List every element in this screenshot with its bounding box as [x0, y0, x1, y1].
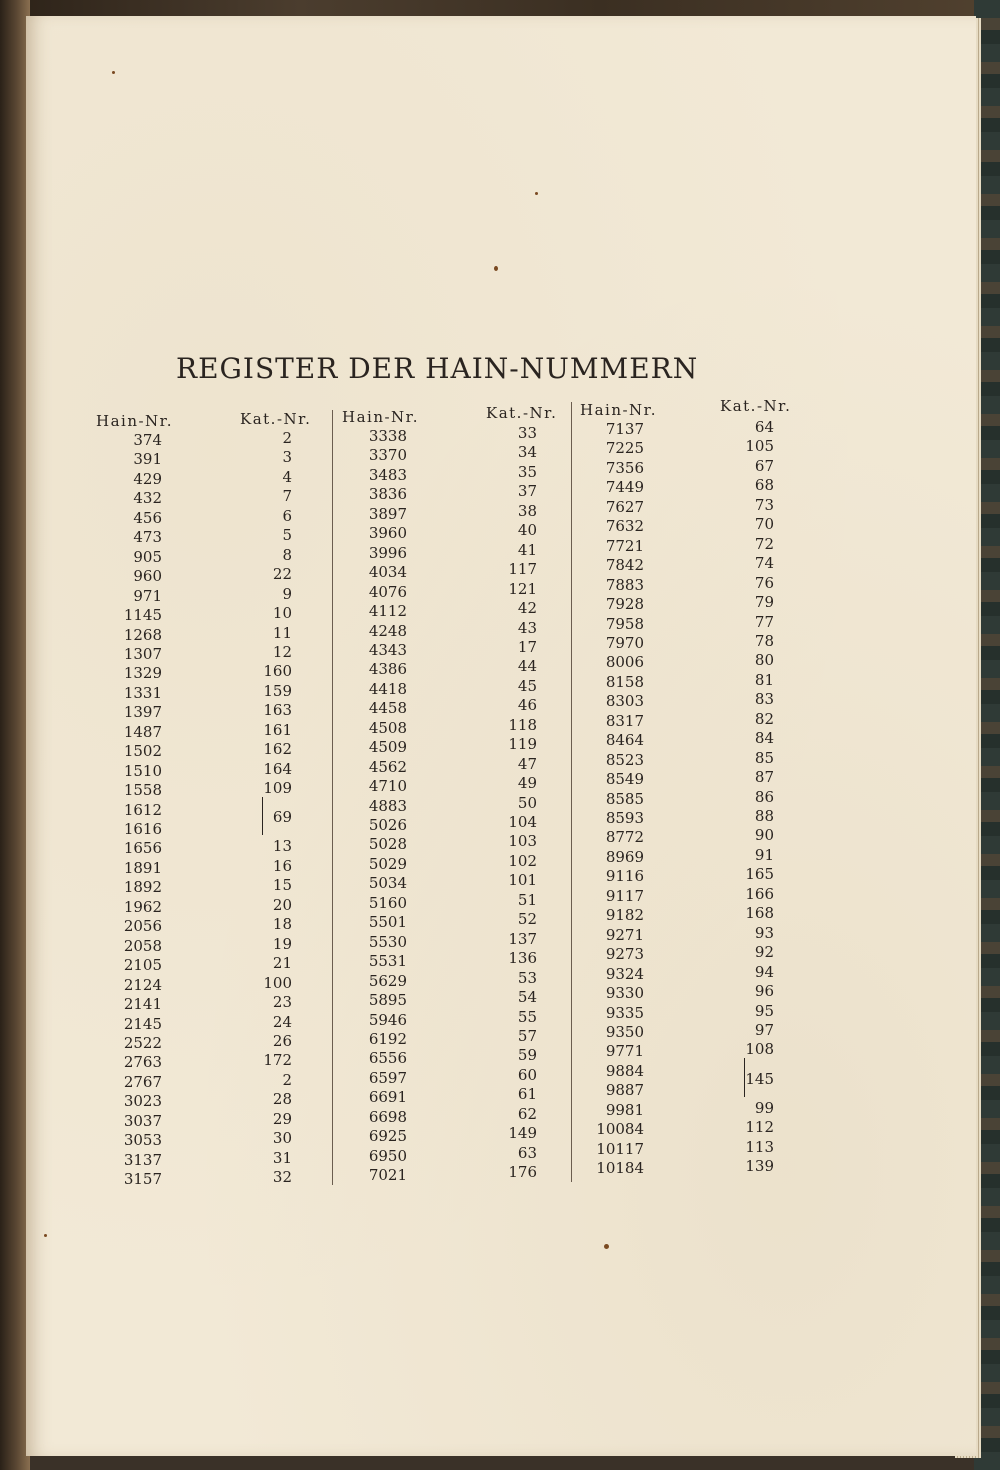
kat-number: 26 — [272, 1031, 292, 1050]
hain-number: 1962 — [123, 897, 162, 916]
hain-number: 8585 — [605, 789, 644, 808]
kat-header-1: Kat.-Nr. — [240, 410, 312, 428]
kat-number: 11 — [272, 623, 292, 642]
kat-header-3: Kat.-Nr. — [720, 397, 792, 415]
hain-number: 2124 — [123, 975, 162, 994]
hain-number: 1502 — [123, 742, 162, 761]
hain-number: 7627 — [605, 497, 644, 516]
kat-number: 166 — [745, 884, 774, 903]
hain-number: 8593 — [605, 809, 644, 827]
kat-number: 54 — [517, 988, 537, 1007]
hain-number: 9116 — [605, 867, 644, 886]
kat-number: 34 — [517, 443, 537, 462]
kat-number: 57 — [517, 1026, 537, 1045]
hain-number: 4883 — [368, 796, 407, 815]
hain-number: 3960 — [368, 524, 407, 543]
hain-number: 456 — [133, 508, 162, 527]
kat-number: 92 — [754, 943, 774, 962]
kat-number: 160 — [263, 662, 292, 681]
kat-number: 44 — [517, 657, 537, 676]
hain-number: 1268 — [123, 625, 162, 644]
hain-number: 960 — [133, 567, 162, 586]
kat-number: 59 — [517, 1046, 537, 1065]
hain-header-1: Hain-Nr. — [96, 412, 173, 430]
kat-number: 52 — [517, 910, 537, 929]
hain-number: 9887 — [605, 1081, 644, 1100]
hain-number: 1656 — [123, 839, 162, 858]
hain-number: 1487 — [123, 722, 162, 741]
hain-number: 5531 — [368, 952, 407, 971]
kat-number: 28 — [272, 1090, 292, 1109]
hain-number: 8549 — [605, 770, 644, 789]
hain-number: 1510 — [123, 761, 162, 780]
kat-number: 37 — [517, 482, 537, 501]
hain-number: 3023 — [123, 1092, 162, 1111]
hain-number: 1558 — [123, 781, 162, 800]
hain-number: 9330 — [605, 984, 644, 1003]
kat-number: 88 — [754, 807, 774, 825]
kat-number: 83 — [754, 690, 774, 709]
hain-number: 5029 — [368, 854, 407, 873]
hain-number: 3897 — [368, 504, 407, 523]
hain-number: 5160 — [368, 893, 407, 912]
kat-number: 3 — [282, 448, 292, 467]
hain-number: 6556 — [368, 1049, 407, 1068]
hain-number: 6950 — [368, 1146, 407, 1165]
kat-number: 162 — [263, 740, 292, 759]
kat-number: 67 — [754, 456, 774, 475]
hain-number: 432 — [133, 489, 162, 508]
kat-number: 100 — [263, 973, 292, 992]
kat-number: 47 — [517, 754, 537, 773]
hain-number: 8464 — [605, 731, 644, 750]
kat-number: 109 — [263, 779, 292, 798]
kat-header-2: Kat.-Nr. — [486, 404, 558, 422]
hain-number: 4509 — [368, 738, 407, 757]
kat-number: 60 — [517, 1065, 537, 1084]
hain-number: 4076 — [368, 582, 407, 601]
kat-number: 62 — [517, 1104, 537, 1123]
kat-number: 163 — [263, 701, 292, 720]
kat-number: 8 — [282, 545, 292, 564]
hain-number: 8303 — [605, 692, 644, 711]
kat-number: 2 — [282, 1070, 292, 1089]
hain-number: 3338 — [368, 427, 407, 445]
hain-number: 1892 — [123, 878, 162, 897]
hain-number: 429 — [133, 469, 162, 488]
brace-bracket — [262, 797, 266, 836]
hain-number: 2522 — [123, 1033, 162, 1052]
hain-number: 7958 — [605, 614, 644, 633]
hain-number: 2056 — [123, 917, 162, 936]
paper-speck — [494, 266, 498, 271]
hain-number: 8969 — [605, 847, 644, 866]
kat-number: 16 — [272, 856, 292, 875]
hain-number: 2767 — [123, 1072, 162, 1091]
kat-number: 80 — [754, 651, 774, 670]
kat-number: 87 — [754, 768, 774, 787]
hain-number: 1145 — [123, 606, 162, 625]
kat-number: 15 — [272, 876, 292, 895]
hain-number: 9273 — [605, 945, 644, 964]
hain-number: 3053 — [123, 1131, 162, 1150]
kat-number: 20 — [272, 895, 292, 914]
kat-number: 105 — [745, 437, 774, 456]
hain-number: 3483 — [368, 465, 407, 484]
hain-number: 9771 — [605, 1042, 644, 1061]
hain-number: 5895 — [368, 991, 407, 1010]
hain-number: 6698 — [368, 1107, 407, 1126]
kat-number: 91 — [754, 845, 774, 864]
kat-number: 18 — [272, 915, 292, 934]
kat-number: 30 — [272, 1129, 292, 1148]
kat-number: 32 — [272, 1168, 292, 1187]
hain-number: 9117 — [605, 886, 644, 905]
kat-number: 50 — [517, 793, 537, 812]
kat-number: 165 — [745, 865, 774, 884]
kat-number: 21 — [272, 954, 292, 973]
hain-number: 1329 — [123, 664, 162, 683]
kat-number: 43 — [517, 618, 537, 637]
kat-number: 112 — [745, 1118, 774, 1137]
kat-number: 82 — [754, 709, 774, 728]
kat-number: 17 — [517, 637, 537, 656]
kat-number: 13 — [272, 837, 292, 856]
kat-number: 99 — [754, 1098, 774, 1117]
kat-number: 29 — [272, 1109, 292, 1128]
kat-number: 5 — [282, 526, 292, 545]
hain-number: 10184 — [596, 1159, 644, 1178]
kat-number: 19 — [272, 934, 292, 953]
kat-number: 101 — [508, 871, 537, 890]
hain-number: 4562 — [368, 757, 407, 776]
kat-number: 70 — [754, 515, 774, 534]
hain-number: 4112 — [368, 602, 407, 621]
kat-number: 149 — [508, 1124, 537, 1143]
hain-number: 9884 — [605, 1061, 644, 1080]
hain-number: 3996 — [368, 543, 407, 562]
kat-number: 93 — [754, 923, 774, 942]
kat-number: 86 — [754, 787, 774, 806]
hain-number: 4710 — [368, 777, 407, 796]
hain-number: 3157 — [123, 1170, 162, 1189]
hain-number: 8772 — [605, 828, 644, 847]
kat-number: 51 — [517, 890, 537, 909]
kat-number: 95 — [754, 1001, 774, 1020]
kat-number: 23 — [272, 993, 292, 1012]
kat-number: 41 — [517, 540, 537, 559]
kat-number: 118 — [508, 715, 537, 734]
hain-number: 4508 — [368, 718, 407, 737]
hain-number: 4458 — [368, 699, 407, 718]
kat-number: 121 — [508, 579, 537, 598]
kat-number: 55 — [517, 1007, 537, 1026]
kat-number: 104 — [508, 813, 537, 831]
kat-number: 79 — [754, 593, 774, 612]
hain-number: 7356 — [605, 458, 644, 477]
hain-number: 7632 — [605, 517, 644, 536]
kat-number: 42 — [517, 599, 537, 618]
kat-number: 12 — [272, 642, 292, 661]
kat-number: 40 — [517, 521, 537, 540]
hain-number: 6691 — [368, 1088, 407, 1107]
hain-number: 2763 — [123, 1053, 162, 1072]
kat-number: 46 — [517, 696, 537, 715]
kat-number: 45 — [517, 676, 537, 695]
kat-number: 9 — [282, 584, 292, 603]
hain-number: 3137 — [123, 1150, 162, 1169]
kat-number: 113 — [745, 1137, 774, 1156]
hain-number: 6192 — [368, 1029, 407, 1048]
hain-number: 6925 — [368, 1127, 407, 1146]
hain-number: 8523 — [605, 750, 644, 769]
kat-number: 81 — [754, 670, 774, 689]
kat-number: 4 — [282, 467, 292, 486]
hain-number: 3836 — [368, 485, 407, 504]
hain-number: 5034 — [368, 874, 407, 893]
paper-speck — [112, 71, 115, 74]
kat-number: 24 — [272, 1012, 292, 1031]
hain-number: 4248 — [368, 621, 407, 640]
hain-number: 9271 — [605, 925, 644, 944]
kat-number: 7 — [282, 487, 292, 506]
hain-number: 7928 — [605, 595, 644, 614]
hain-number: 5946 — [368, 1010, 407, 1029]
hain-number: 473 — [133, 528, 162, 547]
hain-number: 9350 — [605, 1022, 644, 1041]
hain-number: 7842 — [605, 556, 644, 575]
column-rule — [571, 402, 572, 1182]
hain-number: 2145 — [123, 1014, 162, 1033]
hain-number: 5530 — [368, 932, 407, 951]
kat-number: 33 — [517, 424, 537, 442]
hain-number: 8006 — [605, 653, 644, 672]
kat-number: 6 — [282, 506, 292, 525]
hain-number: 905 — [133, 547, 162, 566]
kat-number: 61 — [517, 1085, 537, 1104]
hain-number: 7137 — [605, 420, 644, 438]
hain-number: 9335 — [605, 1003, 644, 1022]
hain-number: 5026 — [368, 816, 407, 834]
kat-number: 69 — [272, 808, 292, 827]
kat-number: 139 — [745, 1157, 774, 1176]
kat-number: 136 — [508, 949, 537, 968]
hain-number: 1307 — [123, 644, 162, 663]
kat-number: 108 — [745, 1040, 774, 1059]
hain-number: 8158 — [605, 672, 644, 691]
hain-number: 4034 — [368, 563, 407, 582]
hain-number: 4386 — [368, 660, 407, 679]
kat-number: 159 — [263, 681, 292, 700]
kat-number: 73 — [754, 495, 774, 514]
hain-number: 7021 — [368, 1166, 407, 1185]
hain-header-3: Hain-Nr. — [580, 401, 657, 419]
kat-number: 137 — [508, 929, 537, 948]
paper-speck — [44, 1234, 47, 1237]
hain-number: 374 — [133, 431, 162, 449]
kat-number: 10 — [272, 604, 292, 623]
hain-number: 7721 — [605, 536, 644, 555]
kat-number: 119 — [508, 735, 537, 754]
hain-number: 1891 — [123, 858, 162, 877]
hain-number: 971 — [133, 586, 162, 605]
hain-number: 7883 — [605, 575, 644, 594]
kat-number: 145 — [745, 1069, 774, 1088]
hain-number: 5028 — [368, 835, 407, 854]
kat-number: 78 — [754, 631, 774, 650]
register-page — [26, 16, 976, 1456]
hain-number: 1612 — [123, 800, 162, 819]
kat-number: 49 — [517, 774, 537, 793]
kat-number: 84 — [754, 729, 774, 748]
kat-number: 94 — [754, 962, 774, 981]
hain-number: 5629 — [368, 971, 407, 990]
page-title: REGISTER DER HAIN-NUMMERN — [176, 352, 699, 385]
hain-number: 391 — [133, 450, 162, 469]
kat-number: 74 — [754, 554, 774, 573]
kat-number: 63 — [517, 1143, 537, 1162]
paper-speck — [604, 1244, 609, 1249]
kat-number: 53 — [517, 968, 537, 987]
hain-number: 2141 — [123, 995, 162, 1014]
hain-number: 7970 — [605, 633, 644, 652]
hain-number: 1397 — [123, 703, 162, 722]
hain-number: 1331 — [123, 683, 162, 702]
kat-number: 85 — [754, 748, 774, 767]
kat-number: 90 — [754, 826, 774, 845]
hain-number: 9324 — [605, 964, 644, 983]
hain-number: 7449 — [605, 478, 644, 497]
hain-number: 8317 — [605, 711, 644, 730]
hain-number: 9981 — [605, 1100, 644, 1119]
hain-number: 9182 — [605, 906, 644, 925]
hain-number: 10117 — [596, 1139, 644, 1158]
kat-number: 31 — [272, 1148, 292, 1167]
kat-number: 117 — [508, 560, 537, 579]
hain-number: 7225 — [605, 439, 644, 458]
kat-number: 68 — [754, 476, 774, 495]
kat-number: 64 — [754, 418, 774, 436]
hain-number: 4418 — [368, 679, 407, 698]
hain-number: 1616 — [123, 820, 162, 838]
hain-number: 4343 — [368, 640, 407, 659]
kat-number: 102 — [508, 851, 537, 870]
kat-number: 168 — [745, 904, 774, 923]
hain-number: 2058 — [123, 936, 162, 955]
kat-number: 35 — [517, 462, 537, 481]
kat-number: 161 — [263, 720, 292, 739]
kat-number: 38 — [517, 501, 537, 520]
kat-number: 77 — [754, 612, 774, 631]
hain-number: 2105 — [123, 956, 162, 975]
hain-number: 5501 — [368, 913, 407, 932]
kat-number: 72 — [754, 534, 774, 553]
kat-number: 172 — [263, 1051, 292, 1070]
column-rule — [332, 410, 333, 1185]
hain-number: 6597 — [368, 1068, 407, 1087]
kat-number: 103 — [508, 832, 537, 851]
hain-number: 10084 — [596, 1120, 644, 1139]
kat-number: 97 — [754, 1020, 774, 1039]
hain-header-2: Hain-Nr. — [342, 408, 419, 426]
kat-number: 76 — [754, 573, 774, 592]
kat-number: 2 — [282, 429, 292, 447]
kat-number: 164 — [263, 759, 292, 778]
kat-number: 176 — [508, 1163, 537, 1182]
kat-number: 22 — [272, 565, 292, 584]
hain-number: 3370 — [368, 446, 407, 465]
hain-number: 3037 — [123, 1111, 162, 1130]
kat-number: 96 — [754, 982, 774, 1001]
paper-speck — [535, 192, 538, 195]
